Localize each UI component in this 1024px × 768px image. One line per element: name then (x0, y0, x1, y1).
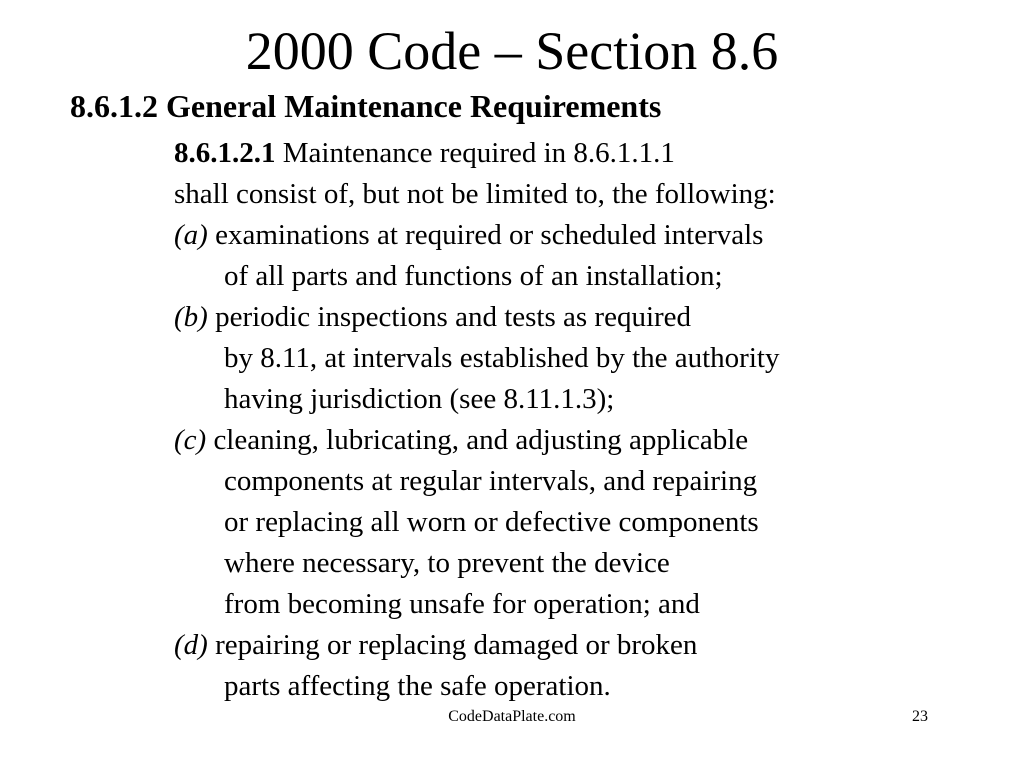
intro-line-1 (174, 133, 779, 174)
item-c-line-1 (174, 420, 779, 461)
section-heading: 8.6.1.2 General Maintenance Requirements (70, 88, 662, 124)
item-c-line-4: where necessary, to prevent the device (224, 547, 670, 579)
item-b-label: (b) (174, 301, 208, 333)
item-a-line-2: of all parts and functions of an installation; (224, 260, 723, 292)
intro-text-1: Maintenance required in 8.6.1.1.1 (275, 137, 675, 169)
item-b-line-1 (174, 297, 779, 338)
item-a-text-1: examinations at required or scheduled intervals (207, 219, 764, 251)
section-body (174, 133, 779, 707)
clause-number: 8.6.1.2.1 (174, 137, 276, 169)
item-c-text-1: cleaning, lubricating, and adjusting applicable (206, 424, 749, 456)
item-c-line-2: components at regular intervals, and repairing (224, 465, 758, 497)
item-b-text-1: periodic inspections and tests as required (207, 301, 692, 333)
slide-title: 2000 Code – Section 8.6 (245, 21, 779, 81)
item-d-line-2: parts affecting the safe operation. (224, 670, 611, 702)
item-d-label: (d) (174, 629, 208, 661)
item-c-line-5: from becoming unsafe for operation; and (224, 588, 700, 620)
page-number: 23 (912, 708, 928, 725)
item-d-text-1: repairing or replacing damaged or broken (207, 629, 698, 661)
item-c-label: (c) (174, 424, 207, 456)
intro-line-2: shall consist of, but not be limited to, the following: (174, 178, 776, 210)
item-c-line-3: or replacing all worn or defective components (224, 506, 759, 538)
footer-source: CodeDataPlate.com (448, 708, 576, 725)
item-b-line-2: by 8.11, at intervals established by the authority (224, 342, 780, 374)
item-a-label: (a) (174, 219, 208, 251)
item-d-line-1 (174, 625, 779, 666)
item-b-line-3: having jurisdiction (see 8.11.1.3); (224, 383, 615, 415)
item-a-line-1 (174, 215, 779, 256)
